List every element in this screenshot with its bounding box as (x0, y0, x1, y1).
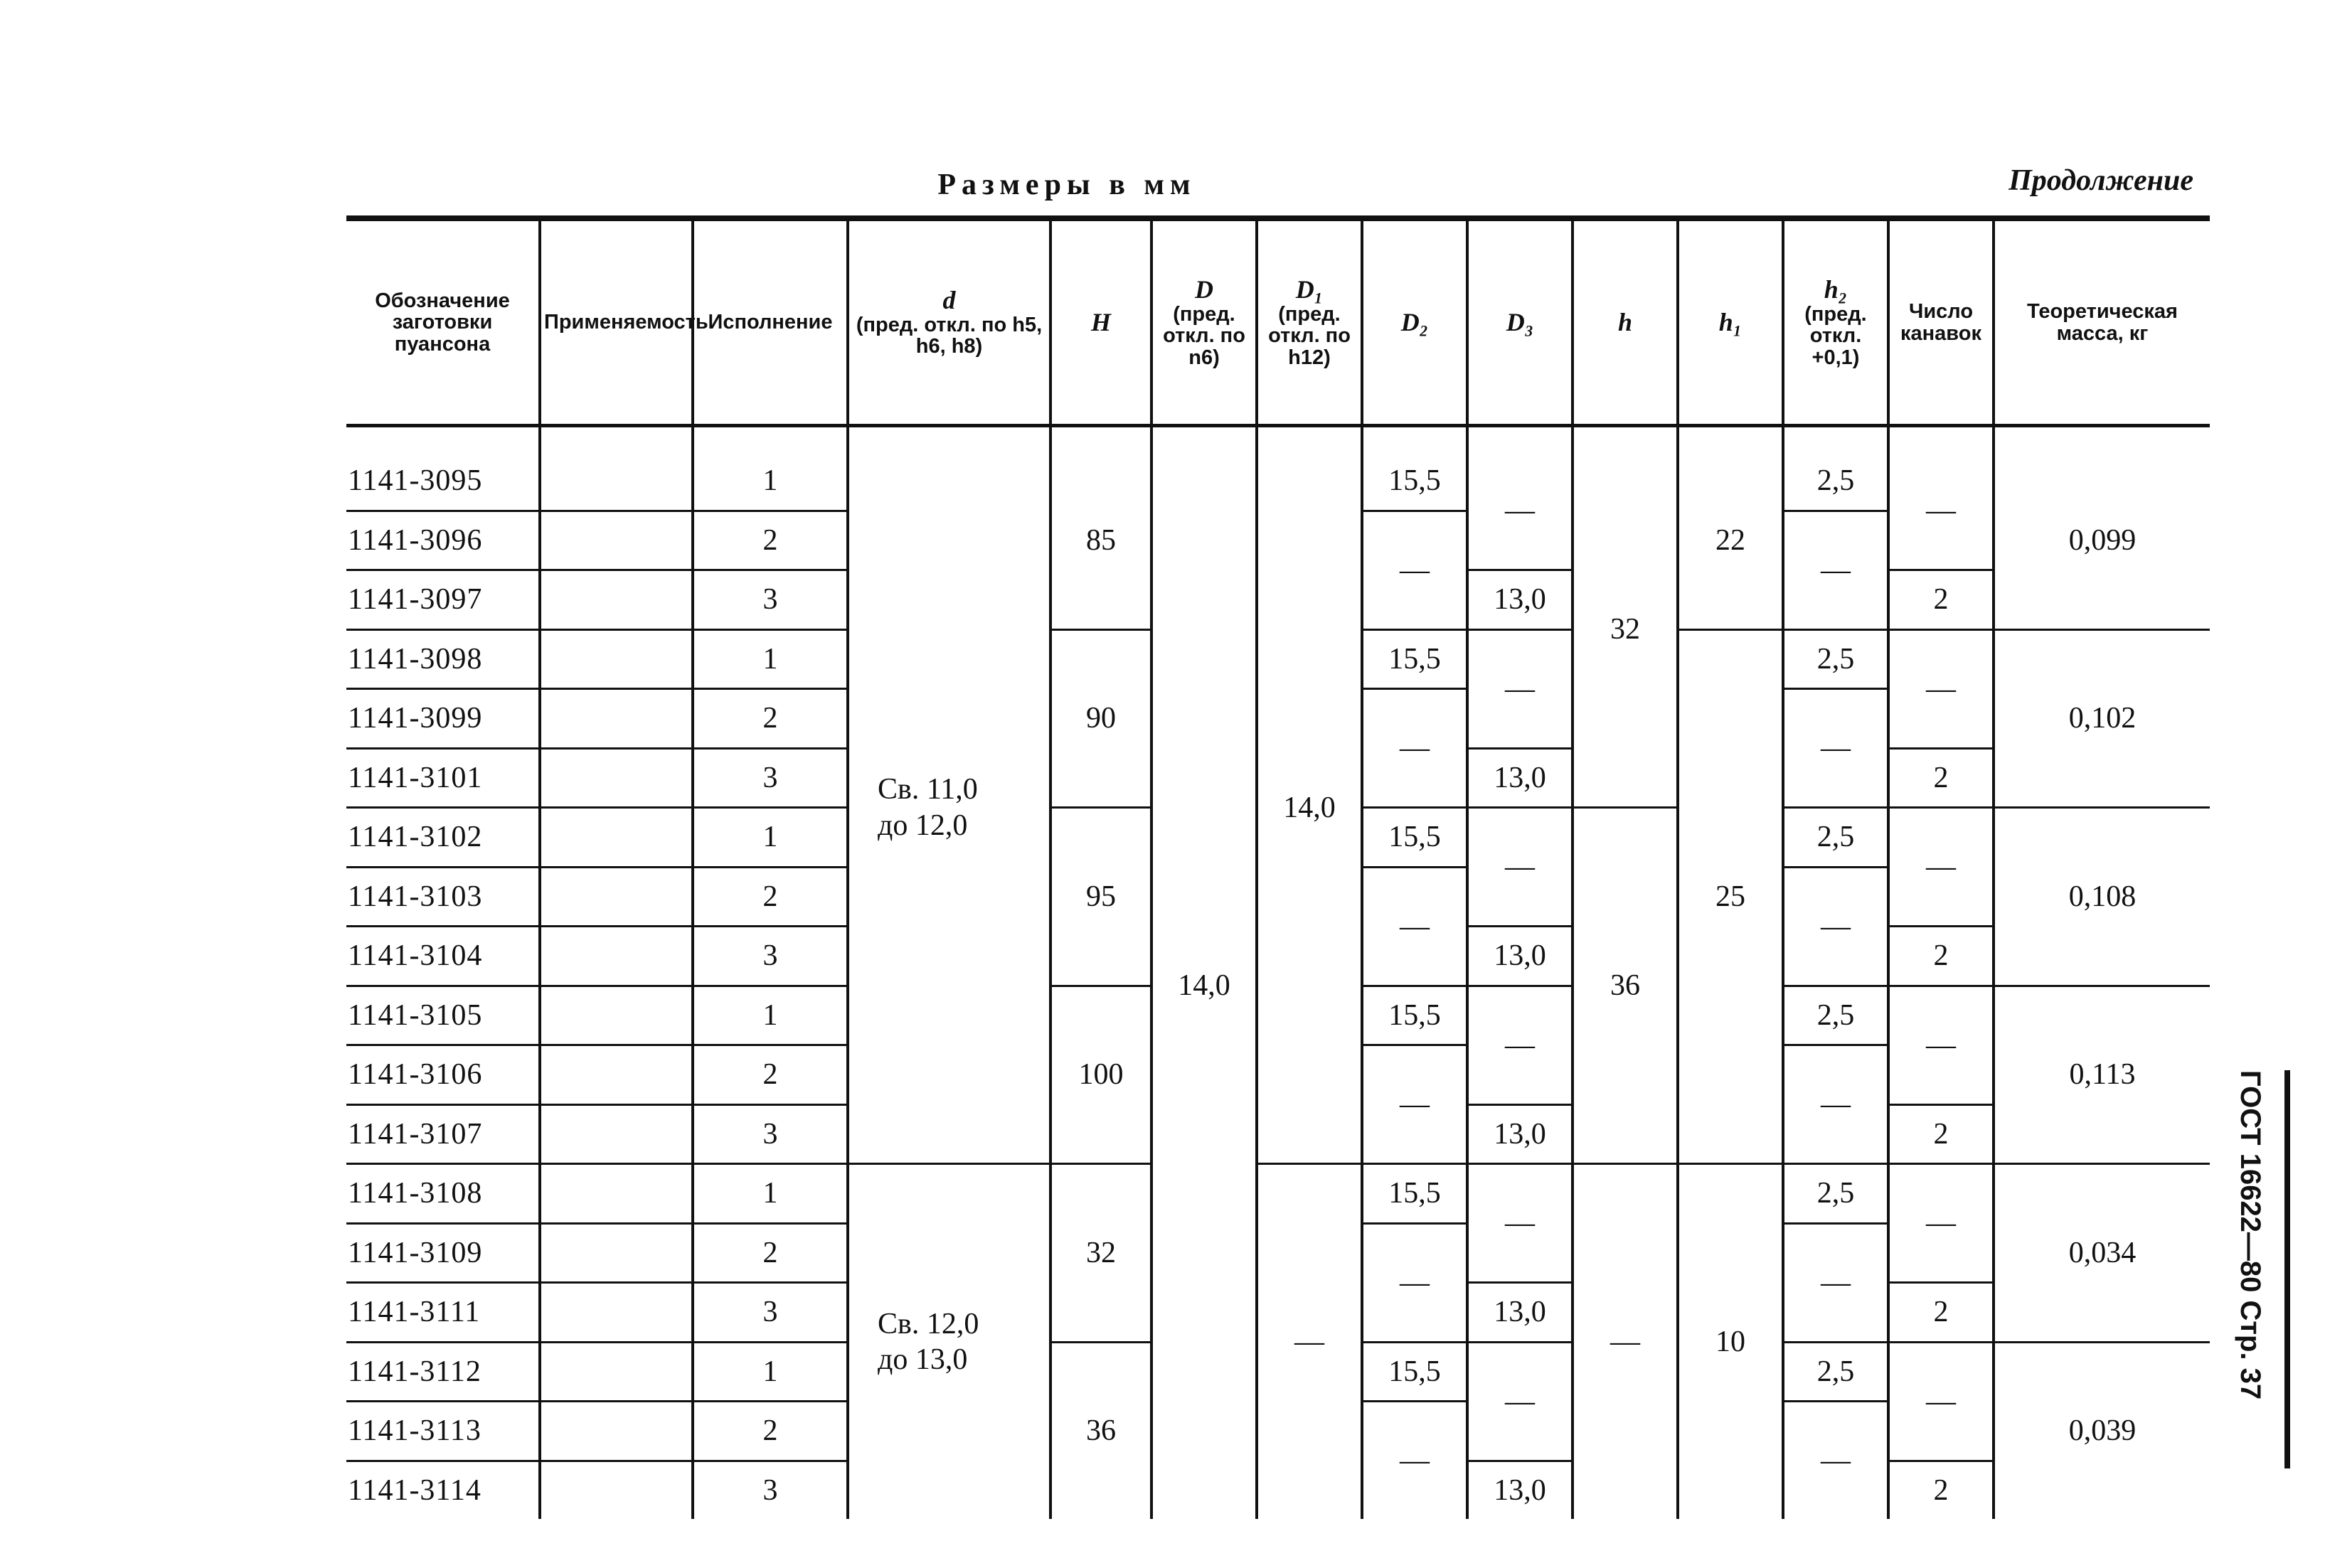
cell-applicability (540, 1342, 693, 1402)
cell-H: 90 (1050, 629, 1151, 808)
cell-h2: — (1783, 1045, 1888, 1164)
cell-D1-group-1: 14,0 (1257, 452, 1362, 1164)
cell-applicability (540, 629, 693, 689)
header-h2: h₂ (пред. откл. +0,1) (1783, 218, 1888, 426)
cell-D2: — (1362, 1045, 1467, 1164)
cell-D3: — (1467, 986, 1573, 1104)
cell-H: 95 (1050, 808, 1151, 986)
cell-D2: 15,5 (1362, 452, 1467, 511)
cell-applicability (540, 511, 693, 570)
cell-h1: 25 (1678, 629, 1783, 1164)
cell-applicability (540, 986, 693, 1045)
header-applicability: Применяемость (540, 218, 693, 426)
cell-version: 1 (693, 629, 848, 689)
cell-grooves: 2 (1888, 927, 1994, 986)
cell-D3: 13,0 (1467, 748, 1573, 808)
cell-code: 1141-3108 (346, 1164, 540, 1224)
cell-D: 14,0 (1151, 452, 1257, 1519)
cell-mass: 0,039 (1994, 1342, 2210, 1519)
cell-h2: 2,5 (1783, 808, 1888, 868)
header-version: Исполнение (693, 218, 848, 426)
cell-applicability (540, 1461, 693, 1519)
cell-H: 36 (1050, 1342, 1151, 1519)
cell-applicability (540, 1045, 693, 1105)
cell-h2: — (1783, 867, 1888, 986)
cell-applicability (540, 452, 693, 511)
cell-version: 3 (693, 1104, 848, 1164)
cell-applicability (540, 1283, 693, 1343)
cell-D2: — (1362, 867, 1467, 986)
cell-code: 1141-3113 (346, 1402, 540, 1461)
cell-grooves: 2 (1888, 748, 1994, 808)
cell-D2: — (1362, 1402, 1467, 1520)
cell-D3: 13,0 (1467, 1283, 1573, 1343)
cell-applicability (540, 1223, 693, 1283)
header-d: d (пред. откл. по h5, h6, h8) (848, 218, 1050, 426)
cell-version: 1 (693, 1342, 848, 1402)
cell-mass: 0,102 (1994, 629, 2210, 808)
cell-h2: — (1783, 1223, 1888, 1342)
cell-applicability (540, 689, 693, 749)
cell-D3: — (1467, 452, 1573, 570)
cell-code: 1141-3099 (346, 689, 540, 749)
continuation-label: Продолжение (2009, 164, 2193, 197)
cell-h2: 2,5 (1783, 629, 1888, 689)
cell-h2: 2,5 (1783, 1342, 1888, 1402)
cell-h2: — (1783, 511, 1888, 629)
cell-grooves: 2 (1888, 570, 1994, 630)
cell-h2: 2,5 (1783, 986, 1888, 1045)
table-header-row (346, 218, 2210, 426)
cell-mass: 0,113 (1994, 986, 2210, 1164)
cell-version: 3 (693, 570, 848, 630)
header-grooves: Число канавок (1888, 218, 1994, 426)
header-h1: h₁ (1678, 218, 1783, 426)
cell-h: 36 (1573, 808, 1678, 1164)
cell-version: 2 (693, 1223, 848, 1283)
cell-D3: 13,0 (1467, 927, 1573, 986)
table-row (346, 1164, 2210, 1224)
header-h: h (1573, 218, 1678, 426)
cell-D3: 13,0 (1467, 1461, 1573, 1519)
cell-D2: — (1362, 1223, 1467, 1342)
cell-h2: 2,5 (1783, 1164, 1888, 1224)
cell-code: 1141-3095 (346, 452, 540, 511)
cell-D2: 15,5 (1362, 986, 1467, 1045)
cell-D3: — (1467, 1164, 1573, 1283)
cell-applicability (540, 1164, 693, 1224)
cell-code: 1141-3101 (346, 748, 540, 808)
header-D1: D₁ (пред. откл. по h12) (1257, 218, 1362, 426)
cell-version: 2 (693, 689, 848, 749)
header-D2: D₂ (1362, 218, 1467, 426)
cell-H: 32 (1050, 1164, 1151, 1343)
table-spacer-row (346, 426, 2210, 453)
cell-code: 1141-3096 (346, 511, 540, 570)
cell-D3: 13,0 (1467, 1104, 1573, 1164)
cell-h2: — (1783, 1402, 1888, 1520)
cell-applicability (540, 927, 693, 986)
cell-version: 2 (693, 1402, 848, 1461)
cell-applicability (540, 1402, 693, 1461)
cell-D2: — (1362, 511, 1467, 629)
cell-code: 1141-3111 (346, 1283, 540, 1343)
table-row (346, 452, 2210, 511)
cell-code: 1141-3109 (346, 1223, 540, 1283)
cell-grooves: — (1888, 452, 1994, 570)
cell-code: 1141-3102 (346, 808, 540, 868)
cell-d-group-1: Св. 11,0 до 12,0 (848, 452, 1050, 1164)
cell-D2: 15,5 (1362, 1342, 1467, 1402)
cell-code: 1141-3107 (346, 1104, 540, 1164)
cell-H: 100 (1050, 986, 1151, 1164)
cell-version: 1 (693, 452, 848, 511)
cell-grooves: — (1888, 1164, 1994, 1283)
punch-blank-table (346, 215, 2210, 1519)
cell-D2: 15,5 (1362, 629, 1467, 689)
header-D: D (пред. откл. по n6) (1151, 218, 1257, 426)
page-footer-vertical (2235, 1070, 2290, 1468)
cell-version: 2 (693, 1045, 848, 1105)
header-D3: D₃ (1467, 218, 1573, 426)
cell-grooves: — (1888, 629, 1994, 748)
cell-D1-group-2: — (1257, 1164, 1362, 1520)
cell-mass: 0,034 (1994, 1164, 2210, 1343)
cell-D2: — (1362, 689, 1467, 808)
cell-version: 3 (693, 1283, 848, 1343)
cell-grooves: 2 (1888, 1461, 1994, 1519)
cell-code: 1141-3114 (348, 1473, 482, 1507)
cell-applicability (540, 867, 693, 927)
cell-code: 1141-3097 (346, 570, 540, 630)
standard-page-label: ГОСТ 16622—80 Стр. 37 (2235, 1070, 2266, 1400)
cell-code: 1141-3106 (346, 1045, 540, 1105)
cell-D2: 15,5 (1362, 1164, 1467, 1224)
cell-code: 1141-3098 (346, 629, 540, 689)
cell-version: 3 (693, 927, 848, 986)
cell-grooves: — (1888, 1342, 1994, 1461)
units-caption: Размеры в мм (937, 169, 1196, 201)
header-H: H (1050, 218, 1151, 426)
cell-applicability (540, 570, 693, 630)
cell-code: 1141-3105 (346, 986, 540, 1045)
cell-version: 2 (693, 867, 848, 927)
cell-applicability (540, 748, 693, 808)
cell-version: 3 (693, 748, 848, 808)
header-mass: Теоретическая масса, кг (1994, 218, 2210, 426)
cell-code: 1141-3112 (346, 1342, 540, 1402)
cell-grooves: — (1888, 986, 1994, 1104)
cell-d-group-2: Св. 12,0 до 13,0 (848, 1164, 1050, 1520)
cell-version: 1 (693, 986, 848, 1045)
header-designation: Обозначение заготовки пуансона (346, 218, 540, 426)
cell-grooves: 2 (1888, 1283, 1994, 1343)
cell-grooves: 2 (1888, 1104, 1994, 1164)
cell-h: — (1573, 1164, 1678, 1520)
cell-h2: — (1783, 689, 1888, 808)
cell-mass: 0,099 (1994, 452, 2210, 629)
cell-h1: 22 (1678, 452, 1783, 629)
cell-applicability (540, 1104, 693, 1164)
cell-D3: — (1467, 629, 1573, 748)
cell-version: 1 (693, 1164, 848, 1224)
cell-D3: — (1467, 808, 1573, 927)
cell-code: 1141-3104 (346, 927, 540, 986)
cell-version: 1 (693, 808, 848, 868)
cell-mass: 0,108 (1994, 808, 2210, 986)
cell-grooves: — (1888, 808, 1994, 927)
cell-D3: 13,0 (1467, 570, 1573, 630)
cell-H: 85 (1050, 452, 1151, 629)
cell-h2: 2,5 (1783, 452, 1888, 511)
cell-h1: 10 (1678, 1164, 1783, 1520)
cell-code: 1141-3103 (346, 867, 540, 927)
cell-D2: 15,5 (1362, 808, 1467, 868)
cell-version: 2 (693, 511, 848, 570)
cell-version: 3 (693, 1461, 848, 1519)
cell-D3: — (1467, 1342, 1573, 1461)
cell-h: 32 (1573, 452, 1678, 808)
cell-applicability (540, 808, 693, 868)
